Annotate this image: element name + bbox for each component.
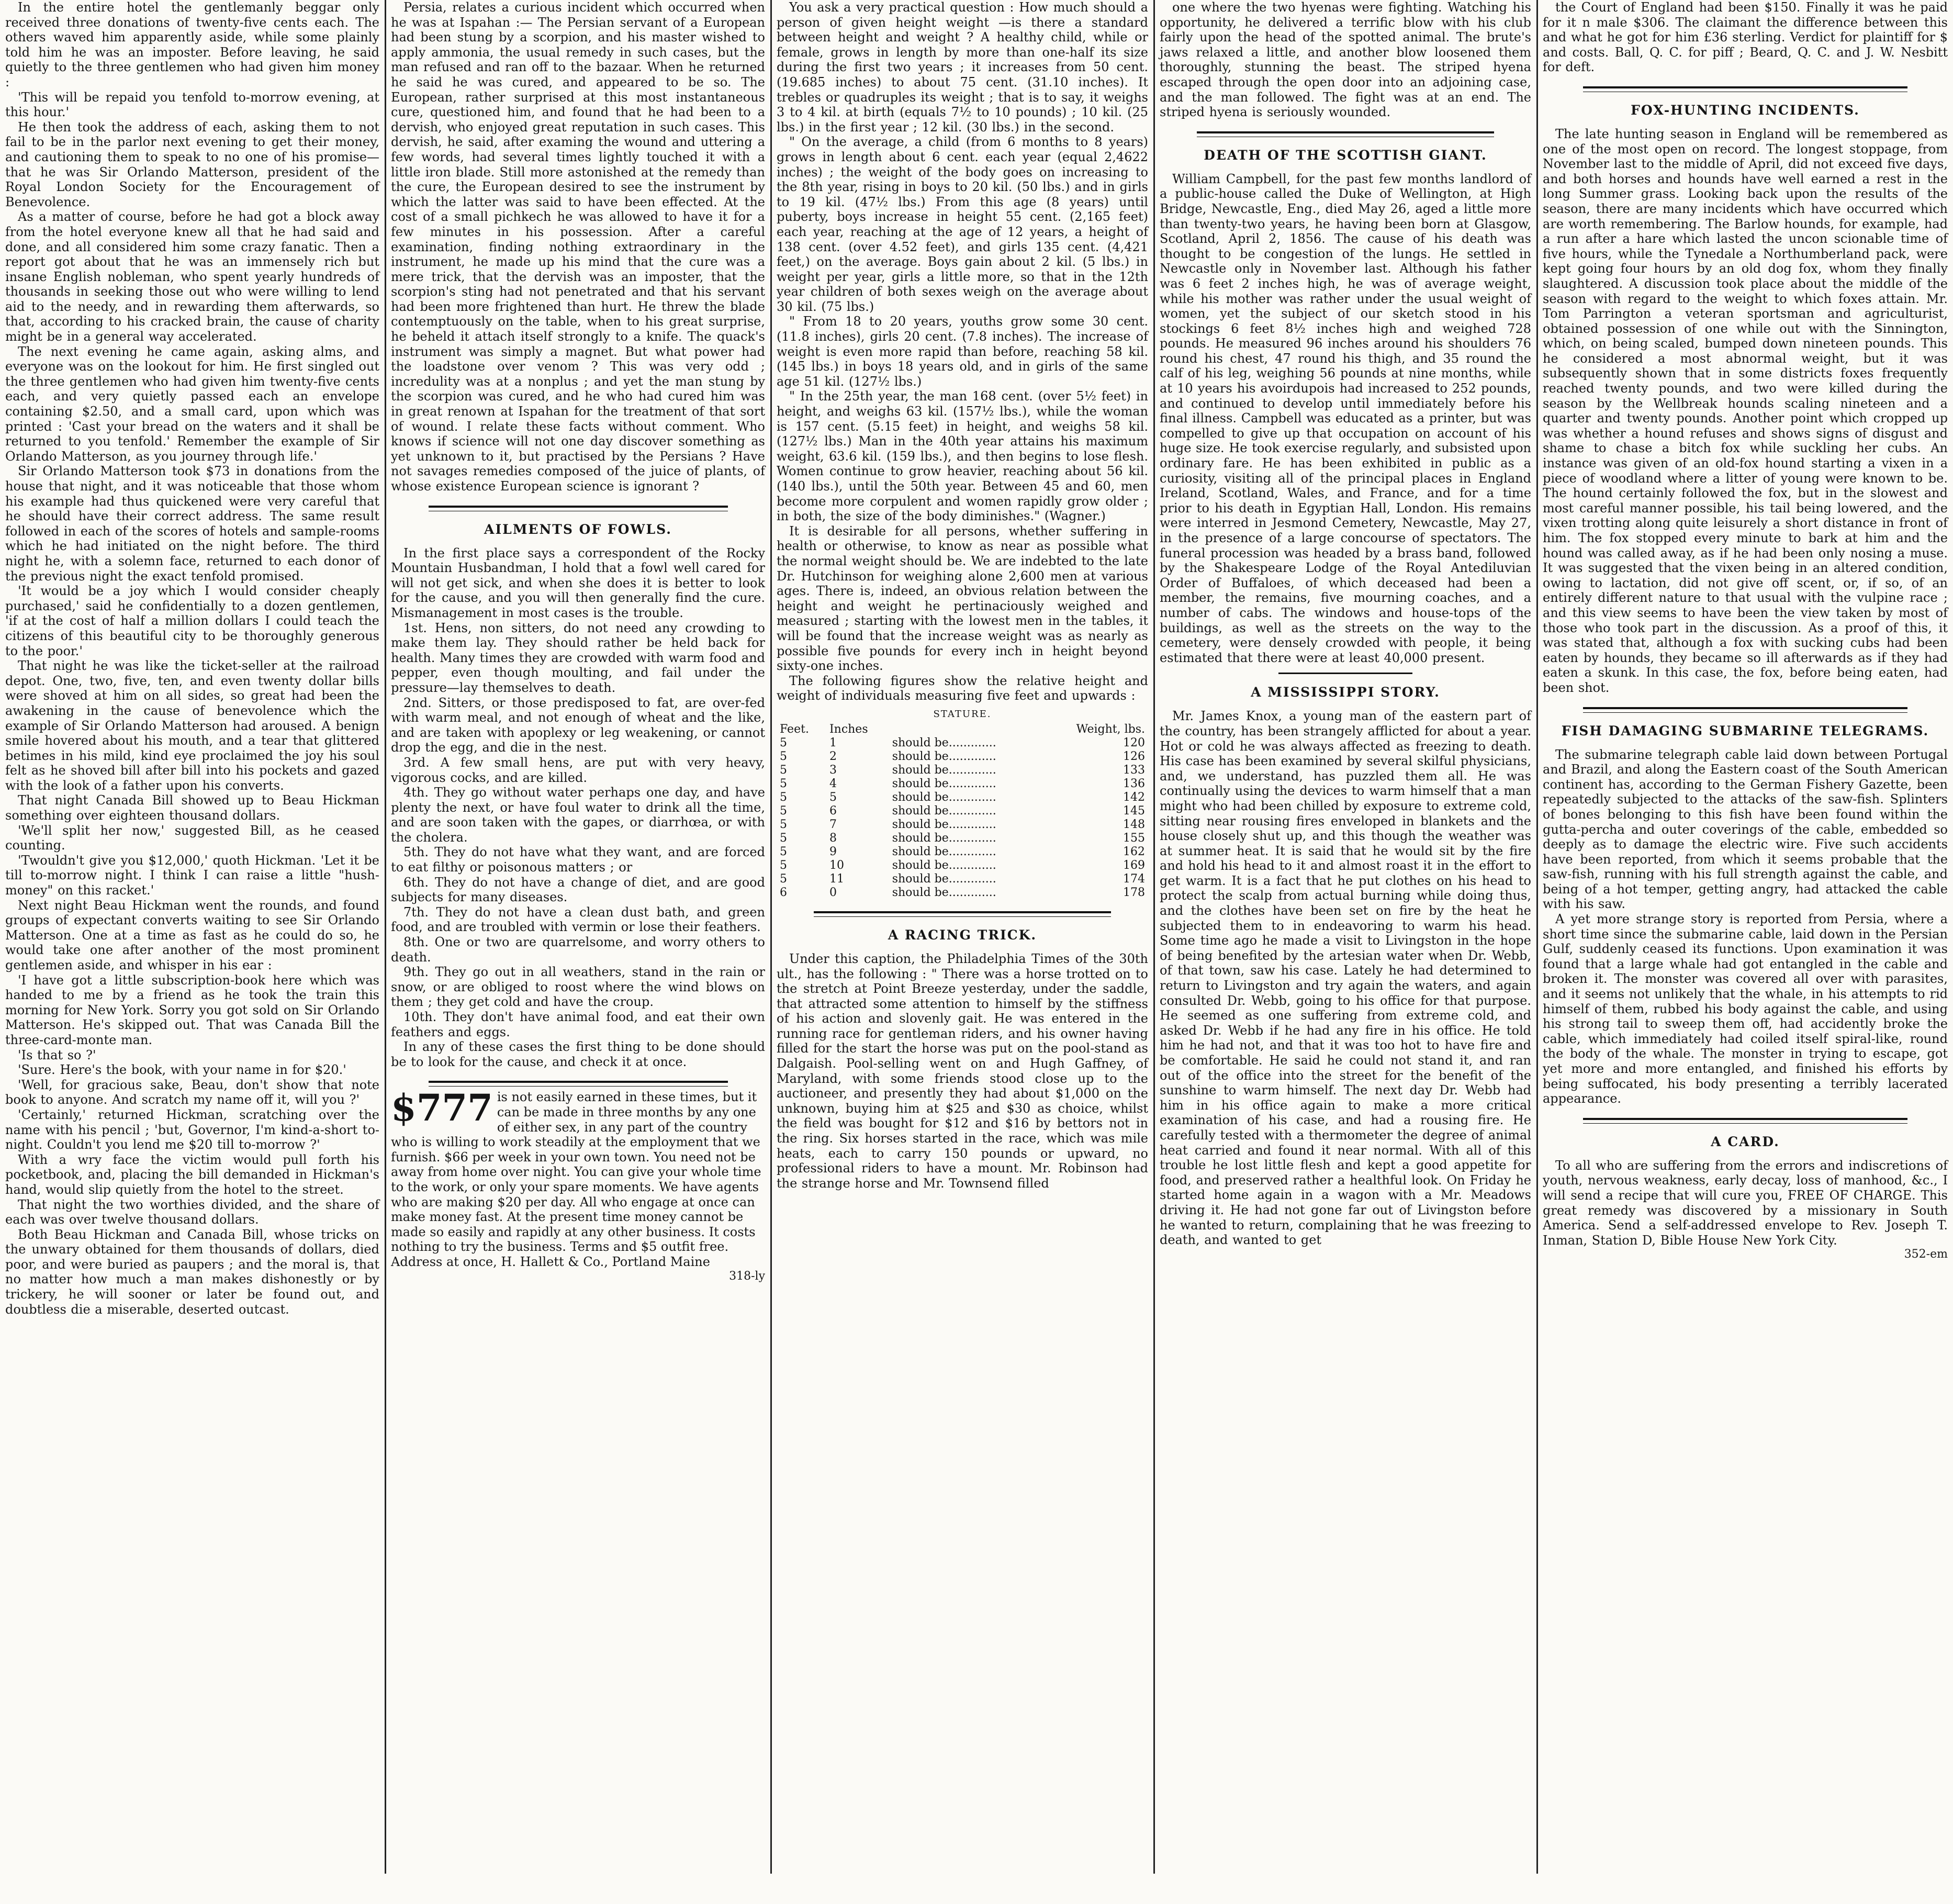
table-cell: 9 [829,845,837,858]
paragraph: The following figures show the relative height and weight of individuals measuring five feet and upwards : [777,673,1148,703]
scorpion-story [391,0,765,494]
table-cell: 6 [829,804,837,817]
section-rule [1583,707,1907,713]
section-rule [1583,1118,1907,1124]
table-cell: 174 [1123,872,1145,886]
table-cell: 120 [1123,736,1145,749]
section-rule [1197,131,1494,137]
paragraph: He then took the address of each, asking them to not fail to be in the parlor next evening to get their money, and cautioning them to speak to no one of his promise—that he was Sir Orlando Matterson, president of the Royal London Society for the Encouragement of Benevolence. [5,119,379,209]
paragraph: William Campbell, for the past few months landlord of a public-house called the Duke of Wellington, at High Bridge, Newcastle, Eng., died May 26, aged a little more than twenty-two years, he having been born at Glasgow, Scotland, April 2, 1856. The cause of his death was thought to be congestion of the lungs. He settled in Newcastle only in November last. Although his father was 6 feet 2 inches high, he was of average weight, while his mother was rather under the usual weight of women, yet the subject of our sketch stood in his stockings 6 feet 8½ inches high and weighed 728 pounds. He measured 96 inches around his shoulders 76 round his chest, 47 round his thigh, and 35 round the calf of his leg, weighing 56 pounds at nine months, while at 10 years his avoirdupois had increased to 252 pounds, and continued to develop until immediately before his final illness. Campbell was educated as a printer, but was compelled to give up that occupation on account of his huge size. He took exercise regularly, and subsisted upon ordinary fare. He has been exhibited in public as a curiosity, visiting all of the principal places in England Ireland, Scotland, Wales, and France, and for a time prior to his death in Egyptian Hall, London. His remains were interred in Jesmond Cemetery, Newcastle, May 27, in the presence of a large concourse of spectators. The funeral procession was headed by a brass band, followed by the Shakespeare Lodge of the Royal Antediluvian Order of Buffaloes, of which deceased had been a member, the remains, five mourning coaches, and a number of cabs. The windows and house-tops of the buildings, as well as the streets on the way to the cemetery, were densely crowded with people, it being estimated that there were at least 40,000 present. [1160,171,1531,665]
paragraph: 7th. They do not have a clean dust bath, and green food, and are troubled with vermin or lose their feathers. [391,904,765,935]
table-cell: 5 [780,817,787,831]
ad-dollar-initial: $777 [391,1086,493,1130]
table-cell: should be............. [892,736,996,749]
table-row [777,818,1148,832]
table-row [777,832,1148,845]
table-row [777,750,1148,764]
paragraph: " In the 25th year, the man 168 cent. (over 5½ feet) in height, and weighs 63 kil. (157½ lbs.), while the woman is 157 cent. (5.15 feet) in height, and weighs 58 kil. (127½ lbs.) Man in the 40th year attains his maximum weight, 63.6 kil. (159 lbs.), and then begins to lose flesh. Women continue to grow heavier, reaching about 56 kil. (140 lbs.), until the 50th year. Between 45 and 60, men become more corpulent and women rapidly grow older ; in both, the size of the body diminishes." (Wagner.) [777,389,1148,524]
card-advertisement [1543,1158,1948,1248]
table-cell: should be............. [892,817,996,831]
table-cell: 145 [1123,804,1145,817]
stature-table-title: STATURE. [933,708,992,720]
headline-fish-telegrams: FISH DAMAGING SUBMARINE TELEGRAMS. [1561,723,1929,738]
table-cell: 2 [829,749,837,763]
paragraph: In the entire hotel the gentlemanly beggar only received three donations of twenty-five cents each. The others waved him apparently aside, while some plainly told him he was an imposter. Before leaving, he said quietly to the three gentlemen who had given him money : [5,0,379,89]
table-cell: 126 [1123,749,1145,763]
hickman-story [5,0,379,1317]
stature-table [777,723,1148,900]
table-header-cell [889,723,1043,736]
table-row [777,764,1148,777]
table-cell: should be............. [892,777,996,790]
headline-a-card: A CARD. [1711,1134,1780,1149]
paragraph: With a wry face the victim would pull forth his pocketbook, and, placing the bill demanded in Hickman's hand, would slip quietly from the hotel to the street. [5,1152,379,1197]
height-weight-article [777,0,1148,703]
paragraph: That night he was like the ticket-seller at the railroad depot. One, two, five, ten, and even twenty dollar bills were shoved at him on all sides, so great had been the awakening in the cause of benevolence which the example of Sir Orlando Matterson had aroused. A benign smile hovered about his mouth, and a tear that glittered betimes in his mild, kind eye proclaimed the joy his soul felt as he shoved bill after bill into his pockets and gazed with the look of a father upon his converts. [5,658,379,793]
table-cell: 11 [829,872,844,886]
card-code: 352-em [1904,1248,1948,1261]
paragraph: one where the two hyenas were fighting. Watching his opportunity, he delivered a terrific blow with his club fairly upon the head of the spotted animal. The brute's jaws relaxed a little, and another blow loosened them thoroughly, stunning the beast. The striped hyena escaped through the open door into an adjoining case, and the man followed. The fight was at an end. The striped hyena is seriously wounded. [1160,0,1531,120]
paragraph: 8th. One or two are quarrelsome, and worry others to death. [391,935,765,965]
section-rule [814,911,1111,917]
court-report [1543,0,1948,75]
paragraph: Sir Orlando Matterson took $73 in donations from the house that night, and it was noticeable that those whom his example had thus quickened were very careful that he should have their correct address. The same result followed in each of the scores of hotels and sample-rooms which he had initiated on the night before. The third night he, with a solemn face, returned to each donor of the previous night the exact tenfold promised. [5,464,379,584]
paragraph: 'Is that so ?' [18,1047,96,1062]
table-row [777,886,1148,900]
column-4 [1154,0,1536,1884]
table-cell: 10 [829,858,844,872]
table-cell: should be............. [892,845,996,858]
table-cell: 148 [1123,817,1145,831]
paragraph: 'It would be a joy which I would consider cheaply purchased,' said he confidentially to a dozen gentlemen, 'if at the cost of half a million dollars I could teach the citizens of this beautiful city to be thoroughly generous to the poor.' [5,584,379,658]
table-cell: should be............. [892,790,996,804]
table-cell: 5 [780,845,787,858]
paragraph: The next evening he came again, asking alms, and everyone was on the lookout for him. He first singled out the three gentlemen who had given him twenty-five cents each, and very quietly passed each an envelope containing $2.50, and a small card, upon which was printed : 'Cast your bread on the waters and it shall be returned to you tenfold.' Remember the example of Sir Orlando Matterson, as you journey through life.' [5,344,379,464]
paragraph: To all who are suffering from the errors and indiscretions of youth, nervous weakness, early decay, loss of manhood, &c., I will send a recipe that will cure you, FREE OF CHARGE. This great remedy was discovered by a missionary in South America. Send a self-addressed envelope to Rev. Joseph T. Inman, Station D, Bible House New York City. [1543,1158,1948,1248]
paragraph: " From 18 to 20 years, youths grow some 30 cent. (11.8 inches), girls 20 cent. (7.8 inches). The increase of weight is even more rapid than before, reaching 58 kil. (145 lbs.) in boys 18 years old, and in girls of the same age 51 kil. (127½ lbs.) [777,314,1148,389]
paragraph: 1st. Hens, non sitters, do not need any crowding to make them lay. They should rather be held back for health. Many times they are crowded with warm food and pepper, even though moulting, and fail under the pressure—lay themselves to death. [391,620,765,695]
paragraph: 'This will be repaid you tenfold to-morrow evening, at this hour.' [5,89,379,120]
paragraph: " On the average, a child (from 6 months to 8 years) grows in length about 6 cent. each year (equal 2,4622 inches) ; the weight of the body goes on increasing to the 8th year, rising in boys to 20 kil. (50 lbs.) and in girls to 19 kil. (47½ lbs.) From this age (8 years) until puberty, boys increase in height 55 cent. (2,165 feet) each year, reaching at the age of 12 years, a height of 138 cent. (over 4.52 feet), and girls 135 cent. (4,421 feet,) on the average. Boys gain about 2 kil. (5 lbs.) in weight per year, girls a little more, so that in the 12th year children of both sexes weigh on the average about 30 kil. (75 lbs.) [777,135,1148,314]
paragraph: 9th. They go out in all weathers, stand in the rain or snow, or are obliged to roost where the wind blows on them ; they get cold and have the croup. [391,965,765,1010]
table-header-cell: Inches [829,722,868,736]
table-row [777,791,1148,804]
ailments-of-fowls-article [391,546,765,1070]
paragraph: It is desirable for all persons, whether suffering in health or otherwise, to know as near as possible what the normal weight should be. We are indebted to the late Dr. Hutchinson for weighing alone 2,600 men at various ages. There is, indeed, an obvious relation between the height and weight he pertinaciously weighed and measured ; starting with the lowest men in the tables, it will be found that the increase weight was as nearly as possible five pounds for every inch in height beyond sixty-one inches. [777,523,1148,674]
mississippi-story-article [1160,709,1531,1247]
table-cell: 1 [829,736,837,749]
section-rule [1278,673,1412,674]
paragraph: In any of these cases the first thing to be done should be to look for the cause, and check it at once. [391,1039,765,1069]
table-cell: 5 [780,777,787,790]
stature-table-header [777,723,1148,736]
table-cell: should be............. [892,831,996,845]
table-cell: 136 [1123,777,1145,790]
paragraph: The submarine telegraph cable laid down between Portugal and Brazil, and along the Eastern coast of the South American continent has, according to the German Fishery Gazette, been repeatedly subjected to the attacks of the saw-fish. Splinters of bones belonging to this fish have been found within the gutta-percha and outer coverings of the cable, embedded so deeply as to damage the electric wire. Five such accidents have been reported, from which it seems probable that the saw-fish, running with his full strength against the cable, and being of a hot temper, getting angry, had attacked the cable with his saw. [1543,747,1948,912]
paragraph: Both Beau Hickman and Canada Bill, whose tricks on the unwary obtained for them thousands of dollars, died poor, and were buried as paupers ; and the moral is, that no matter how much a man makes dishonestly or by trickery, he will sooner or later be found out, and doubtless die a miserable, deserted outcast. [5,1227,379,1317]
table-cell: 4 [829,777,837,790]
advertisement-777 [391,1086,765,1283]
table-cell: should be............. [892,872,996,886]
table-header-cell: Feet. [780,722,809,736]
table-row [777,804,1148,818]
table-cell: 5 [780,763,787,777]
table-cell: 133 [1123,763,1145,777]
table-cell: 0 [829,886,837,899]
paragraph: 4th. They go without water perhaps one day, and have plenty the next, or have foul water to drink all the time, and are soon taken with the gapes, or diarrhœa, or with the cholera. [391,785,765,845]
table-cell: should be............. [892,749,996,763]
paragraph: 'Twouldn't give you $12,000,' quoth Hickman. 'Let it be till to-morrow night. I think I can raise a little "hush-money" on this racket.' [5,853,379,898]
paragraph: 'Well, for gracious sake, Beau, don't show that note book to anyone. And scratch my name off it, will you ?' [5,1077,379,1107]
table-row [777,845,1148,859]
table-cell: 155 [1123,831,1145,845]
table-row [777,859,1148,872]
paragraph: That night Canada Bill showed up to Beau Hickman something over eighteen thousand dollars. [5,793,379,823]
paragraph: 'Certainly,' returned Hickman, scratching over the name with his pencil ; 'but, Governor, I'm kind-a-short to-night. Couldn't you lend me $20 till to-morrow ?' [5,1107,379,1152]
headline-fox-hunting: FOX-HUNTING INCIDENTS. [1631,102,1860,118]
table-row [777,872,1148,886]
table-cell: 5 [829,790,837,804]
hyena-story [1160,0,1531,120]
paragraph: 3rd. A few small hens, are put with very heavy, vigorous cocks, and are killed. [391,755,765,785]
fish-telegrams-article [1543,747,1948,1106]
table-cell: 169 [1123,858,1145,872]
table-cell: 5 [780,736,787,749]
column-1 [0,0,385,1884]
paragraph: 2nd. Sitters, or those predisposed to fat, are over-fed with warm meal, and not enough of wheat and the like, and are taken with apoplexy or leg weakening, or cannot drop the egg, and die in the nest. [391,695,765,755]
paragraph: Mr. James Knox, a young man of the eastern part of the country, has been strangely afflicted for about a year. Hot or cold he was always affected as freezing to death. His case has been examined by several skilful physicians, and, we understand, has puzzled them all. He was continually using the devices to warm himself that a man might who had been chilled by exposure to extreme cold, sitting near rousing fires enveloped in blankets and the house closely shut up, and this though the weather was at summer heat. It is said that he would sit by the fire and hold his head to it and almost roast it in the effort to get warm. It is a fact that he put clothes on his head to protect the scalp from actual burning while doing thus, and the clothes have been set on fire by the heat he subjected them to in endeavoring to warm his head. Some time ago he made a visit to Livingston in the hope of being benefited by the artesian water when Dr. Webb, of that town, saw his case. Lately he had determined to return to Livingston and try again the waters, and again consulted Dr. Webb, going to his office for that purpose. He seemed as one suffering from extreme cold, and asked Dr. Webb if he had any fire in his office. He told him he had not, and that it was too hot to have fire and be comfortable. He said he could not stand it, and ran out of the office into the street for the benefit of the sunshine to warm himself. The next day Dr. Webb had him in his office again to make a more critical examination of his case, and had a rousing fire. He carefully tested with a thermometer the degree of animal heat carried and found it near normal. With all of this trouble he lost little flesh and kept a good appetite for food, and preserved rather a healthful look. On Friday he started home again in a wagon with a Mr. Meadows driving it. He had not gone far out of Livingston before he wanted to return, complaining that he was freezing to death, and wanted to get [1160,709,1531,1248]
table-cell: 5 [780,804,787,817]
table-row [777,736,1148,750]
paragraph: The late hunting season in England will be remembered as one of the most open on record. The longest stoppage, from November last to the middle of April, did not exceed five days, and both horses and hounds have well earned a rest in the long Summer grass. Looking back upon the results of the season, there are many incidents which have occurred which are worth remembering. The Barlow hounds, for example, had a run after a hare which lasted the uncon scionable time of five hours, while the Tynedale a Northumberland pack, were kept going four hours by an old dog fox, whom they finally slaughtered. A discussion took place about the middle of the season with regard to the weight to which foxes attain. Mr. Tom Parrington a veteran sportsman and agriculturist, obtained possession of one while out with the Sinnington, which, on being scaled, bumped down nineteen pounds. This he considered a most abnormal weight, but it was subsequently shown that in some districts foxes frequently reached twenty pounds, and two were killed during the season by the Wellbreak hounds scaling nineteen and a quarter and twenty pounds. Another point which cropped up was whether a hound refuses and shows signs of disgust and shame to chase a bitch fox while suckling her cubs. An instance was given of an old-fox hound starting a vixen in a piece of woodland where a litter of young were known to be. The hound certainly followed the fox, but in the slowest and most careful manner possible, his tail being lowered, and the vixen trotting along quite leisurely a short distance in front of him. The fox stopped every minute to bark at him and the hound was called away, as if he had been only nosing a muse. It was suggested that the vixen being in an altered condition, owing to lactation, did not give off scent, or, if so, of an entirely different nature to that usual with the vulpine race ; and this view seems to have been the view taken by most of those who took part in the discussion. As a proof of this, it was stated that, although a fox with sucking cubs had been eaten by hounds, they became so ill afterwards as if they had eaten a skunk. In this case, the fox, before being eaten, had been shot. [1543,126,1948,695]
paragraph: As a matter of course, before he had got a block away from the hotel everyone knew all that he had said and done, and all considered him some crazy fanatic. Then a report got about that he was an immensely rich but insane English nobleman, who spent yearly hundreds of thousands in seeking those out who were willing to lend aid to the needy, and in rewarding them afterwards, so that, according to his cracked brain, the cause of charity might be in a general way accelerated. [5,209,379,344]
column-2 [386,0,770,1884]
paragraph: That night the two worthies divided, and the share of each was over twelve thousand dollars. [5,1197,379,1227]
paragraph: 'I have got a little subscription-book here which was handed to me by a friend as he took the train this morning for New York. Sorry you got sold on Sir Orlando Matterson. He's skipped out. That was Canada Bill the three-card-monte man. [5,972,379,1047]
table-cell: 142 [1123,790,1145,804]
table-cell: should be............. [892,858,996,872]
paragraph: Under this caption, the Philadelphia Times of the 30th ult., has the following : " There was a horse trotted on to the stretch at Point Breeze yesterday, under the saddle, that attracted some attention to himself by the stiffness of his action and slovenly gait. He was entered in the running race for gentleman riders, and his owner having filled for the start the horse was put on the pool-stand as Dalgaish. Pool-selling went on and Hugh Gaffney, of Maryland, with some friends stood close up to the auctioneer, and presently they had about $1,000 on the unknown, buying him at $25 and $30 as choice, whilst the field was bought for $12 and $16 by bettors not in the ring. Six horses started in the race, which was mile heats, each to carry 150 pounds or upward, no professional riders to have a mount. Mr. Robinson had the strange horse and Mr. Townsend filled [777,951,1148,1191]
paragraph: In the first place says a correspondent of the Rocky Mountain Husbandman, I hold that a fowl well cared for will not get sick, and when she does it is better to look for the cause, and you will then generally find the cure. Mismanagement in most cases is the trouble. [391,545,765,620]
paragraph: Persia, relates a curious incident which occurred when he was at Ispahan :— The Persian servant of a European had been stung by a scorpion, and his master wished to apply ammonia, the usual remedy in such cases, but the man refused and ran off to the bazaar. When he returned he said he was cured, and appeared to be so. The European, rather surprised at this most instantaneous cure, questioned him, and found that he had been to a dervish, who enjoyed great reputation in such cases. This dervish, he said, after examing the wound and uttering a few words, had several times lightly touched it with a little iron blade. Still more astonished at the remedy than the cure, the European desired to see the instrument by which the latter was said to have been effected. At the cost of a small pichkech he was allowed to have it for a few minutes in his possession. After a careful examination, finding nothing extraordinary in the instrument, he made up his mind that the cure was a mere trick, that the dervish was an imposter, that the scorpion's sting had not penetrated and that his servant had been more frightened than hurt. He threw the blade contemptuously on the table, when to his great surprise, he beheld it attach itself strongly to a knife. The quack's instrument was simply a magnet. But what power had the loadstone over venom ? This was very odd ; incredulity was at a nonplus ; and yet the man stung by the scorpion was cured, and he who had cured him was in great renown at Ispahan for the treatment of that sort of wound. I relate these facts without comment. Who knows if science will not one day discover something as yet unknown to it, but practised by the Persians ? Have not savages remedies composed of the juice of plants, of whose existence European science is ignorant ? [391,0,765,494]
section-rule [429,506,728,511]
fox-hunting-article [1543,127,1948,696]
table-cell: 7 [829,817,837,831]
table-cell: should be............. [892,886,996,899]
scottish-giant-article [1160,172,1531,666]
column-5 [1537,0,1953,1884]
table-cell: 5 [780,749,787,763]
table-cell: 8 [829,831,837,845]
table-cell: 178 [1123,886,1145,899]
section-rule [1583,86,1907,92]
paragraph: 10th. They don't have animal food, and eat their own feathers and eggs. [391,1010,765,1039]
paragraph: 5th. They do not have what they want, and are forced to eat filthy or poisonous matters ; or [391,845,765,875]
table-cell: should be............. [892,763,996,777]
column-3 [771,0,1153,1884]
ad-code: 318-ly [729,1269,765,1283]
table-row [777,777,1148,791]
paragraph: Next night Beau Hickman went the rounds, and found groups of expectant converts waiting to see Sir Orlando Matterson. One at a time as fast as he could do so, he would take one after another of the most prominent gentlemen aside, and whisper in his ear : [5,898,379,972]
table-cell: 162 [1123,845,1145,858]
headline-mississippi-story: A MISSISSIPPI STORY. [1251,685,1440,700]
headline-racing-trick: A RACING TRICK. [888,927,1037,943]
table-cell: 5 [780,790,787,804]
table-cell: 5 [780,872,787,886]
table-header-cell: Weight, lbs. [1076,722,1145,736]
paragraph: 'Sure. Here's the book, with your name in for $20.' [18,1062,346,1078]
table-cell: 6 [780,886,787,899]
table-cell: 5 [780,858,787,872]
headline-scottish-giant: DEATH OF THE SCOTTISH GIANT. [1204,147,1487,163]
paragraph: 'We'll split her now,' suggested Bill, as he ceased counting. [5,823,379,853]
table-cell: 3 [829,763,837,777]
ad-text: is not easily earned in these times, but it can be made in three months by any one of either sex, in any part of the country who is willing to work steadily at the employment that we furnish. $66 per week in your own town. You need not be away from home over night. You can give your whole time to the work, or only your spare moments. We have agents who are making $20 per day. All who engage at once can make money fast. At the present time money cannot be made so easily and rapidly at any other business. It costs nothing to try the business. Terms and $5 outfit free. Address at once, H. Hallett & Co., Portland Maine [391,1090,761,1269]
paragraph: 6th. They do not have a change of diet, and are good subjects for many diseases. [391,875,765,905]
headline-ailments-of-fowls: AILMENTS OF FOWLS. [484,521,672,537]
paragraph: A yet more strange story is reported from Persia, where a short time since the submarine cable, laid down in the Persian Gulf, suddenly ceased its functions. Upon examination it was found that a large whale had got entangled in the cable and broken it. The monster was covered all over with parasites, and it seems not unlikely that the whale, in his attempts to rid himself of them, rubbed his body against the cable, and using his strong tail to sweep them off, had accidently broke the cable, which immediately had coiled itself spiral-like, round the body of the whale. The monster in trying to escape, got yet more and more entangled, and finished his efforts by being suffocated, his body presenting a terribly lacerated appearance. [1543,912,1948,1106]
racing-trick-article [777,951,1148,1191]
table-cell: 5 [780,831,787,845]
paragraph: the Court of England had been $150. Finally it was he paid for it n male $306. The claimant the difference between this and what he got for him £36 sterling. Verdict for plaintiff for $ and costs. Ball, Q. C. for piff ; Beard, Q. C. and J. W. Nesbitt for deft. [1543,0,1948,75]
paragraph: You ask a very practical question : How much should a person of given height weight —is there a standard between height and weight ? A healthy child, while or female, grows in length by more than one-half its size during the first two years ; it increases from 50 cent. (19.685 inches) to about 75 cent. (31.10 inches). It trebles or quadruples its weight ; that is to say, it weighs 3 to 4 kil. at birth (equals 7½ to 10 pounds) ; 10 kil. (25 lbs.) in the first year ; 12 kil. (30 lbs.) in the second. [777,0,1148,135]
table-cell: should be............. [892,804,996,817]
